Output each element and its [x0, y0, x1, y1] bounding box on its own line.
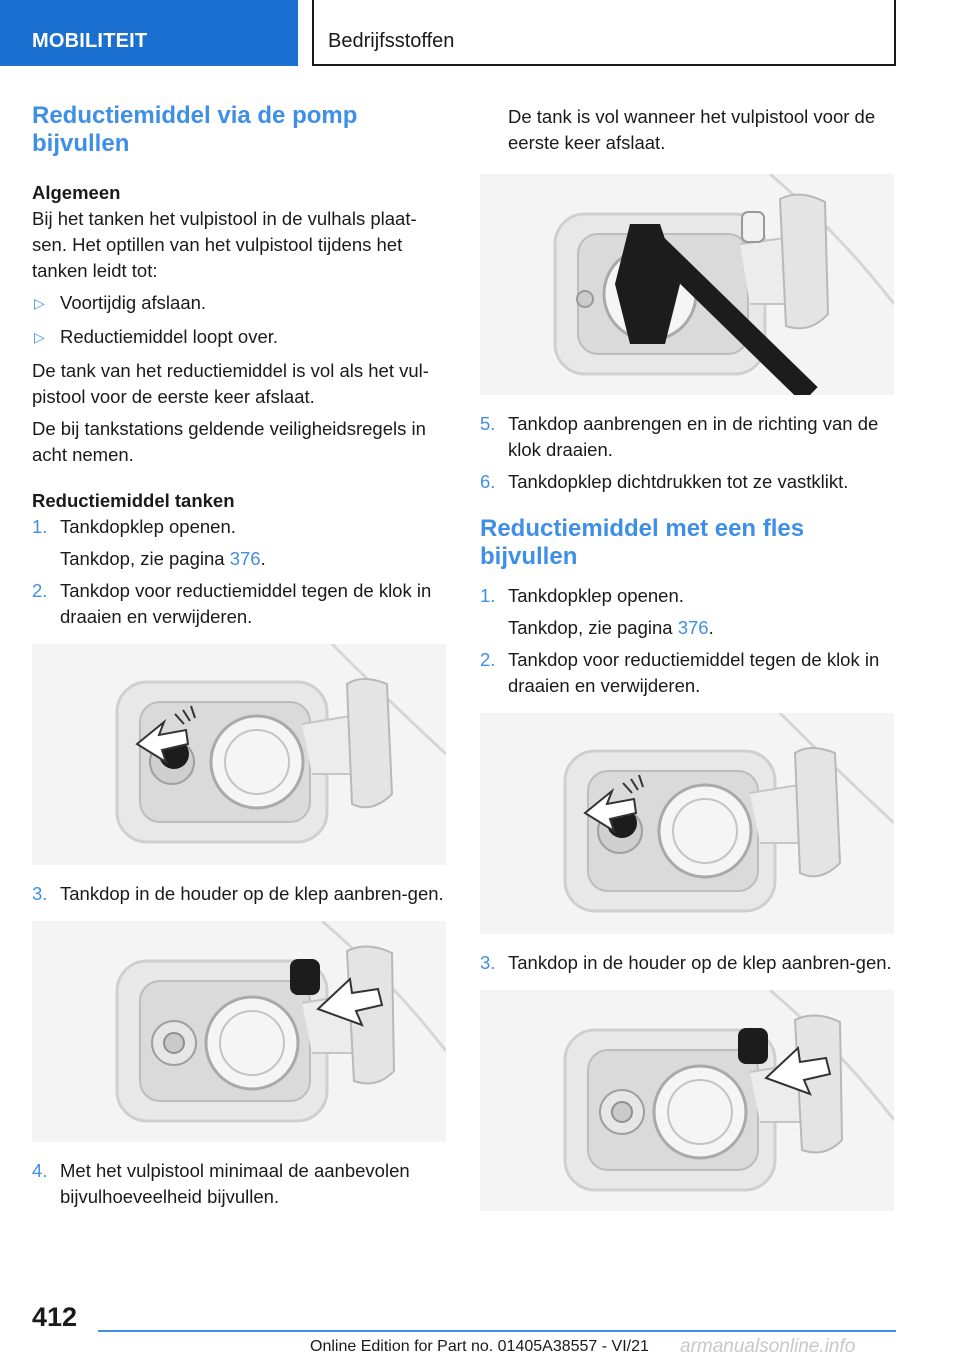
- step-number: 3.: [480, 952, 496, 973]
- chapter-title: Bedrijfsstoffen: [312, 0, 896, 66]
- triangle-bullet-icon: ▷: [34, 295, 45, 311]
- bullet-text: Reductiemiddel loopt over.: [60, 326, 279, 347]
- step-number: 2.: [480, 649, 496, 670]
- bullet-item: [32, 324, 446, 350]
- step-item: [32, 1158, 446, 1210]
- section-heading-bottle: Reductiemiddel met een fles bijvullen: [480, 515, 805, 570]
- subheading-refuel: Reductiemiddel tanken: [32, 490, 235, 511]
- page-link[interactable]: 376: [229, 548, 261, 569]
- watermark: armanualsonline.info: [680, 1336, 856, 1357]
- step-text: Tankdopklep openen.: [60, 516, 236, 537]
- step-number: 1.: [32, 516, 48, 537]
- step-item: [480, 950, 894, 976]
- step-number: 1.: [480, 585, 496, 606]
- step-text: Tankdop in de houder op de klep aanbren-gen.: [60, 883, 444, 904]
- bullet-item: [32, 290, 446, 316]
- section-heading-pump: Reductiemiddel via de pomp bijvullen: [32, 102, 358, 157]
- illustration-remove-cap: [32, 644, 446, 865]
- step-item: [480, 583, 894, 641]
- page-number: 412: [32, 1302, 78, 1332]
- step-text: Tankdop aanbrengen en in de richting van de klok draaien.: [508, 413, 879, 460]
- step-item: [480, 411, 894, 463]
- step-number: 6.: [480, 471, 496, 492]
- step-item: [32, 578, 446, 630]
- illustration-cap-holder: [32, 921, 446, 1142]
- step-text: Tankdop voor reductiemiddel tegen de klok in draaien en verwijderen.: [60, 580, 432, 627]
- illustration-cap-holder-bottle: [480, 990, 894, 1211]
- subheading-general: Algemeen: [32, 182, 121, 203]
- page-reference: Tankdop, zie pagina 376.: [508, 617, 714, 638]
- footer-edition: Online Edition for Part no. 01405A38557 - VI/21: [310, 1338, 649, 1355]
- footer-rule: [98, 1330, 896, 1332]
- continued-paragraph: [480, 104, 894, 156]
- paragraph-full-tank: De tank is vol wanneer het vulpistool voor de eerste keer afslaat.: [508, 106, 876, 153]
- intro-paragraph: Bij het tanken het vulpistool in de vulhals plaat-sen. Het optillen van het vulpistool tijdens het tanken leidt tot:: [32, 208, 417, 281]
- triangle-bullet-icon: ▷: [34, 329, 45, 345]
- left-column: [32, 102, 446, 1216]
- page-reference: Tankdop, zie pagina 376.: [60, 548, 266, 569]
- step-number: 2.: [32, 580, 48, 601]
- step-text: Tankdopklep dichtdrukken tot ze vastklikt.: [508, 471, 849, 492]
- step-number: 3.: [32, 883, 48, 904]
- step-text: Met het vulpistool minimaal de aanbevolen bijvulhoeveelheid bijvullen.: [60, 1160, 410, 1207]
- right-column: [480, 104, 894, 1227]
- step-text: Tankdop in de houder op de klep aanbren-gen.: [508, 952, 892, 973]
- section-tab: MOBILITEIT: [0, 0, 298, 66]
- step-item: [480, 647, 894, 699]
- paragraph-safety: De bij tankstations geldende veiligheidsregels in acht nemen.: [32, 418, 426, 465]
- step-text: Tankdopklep openen.: [508, 585, 684, 606]
- step-text: Tankdop voor reductiemiddel tegen de klok in draaien en verwijderen.: [508, 649, 880, 696]
- illustration-remove-cap-bottle: [480, 713, 894, 934]
- step-item: [32, 881, 446, 907]
- paragraph-full: De tank van het reductiemiddel is vol als het vul-pistool voor de eerste keer afslaat.: [32, 360, 429, 407]
- step-item: [32, 514, 446, 572]
- step-item: [480, 469, 894, 495]
- step-number: 4.: [32, 1160, 48, 1181]
- illustration-nozzle: [480, 174, 894, 395]
- step-number: 5.: [480, 413, 496, 434]
- page-link[interactable]: 376: [677, 617, 709, 638]
- bullet-text: Voortijdig afslaan.: [60, 292, 207, 313]
